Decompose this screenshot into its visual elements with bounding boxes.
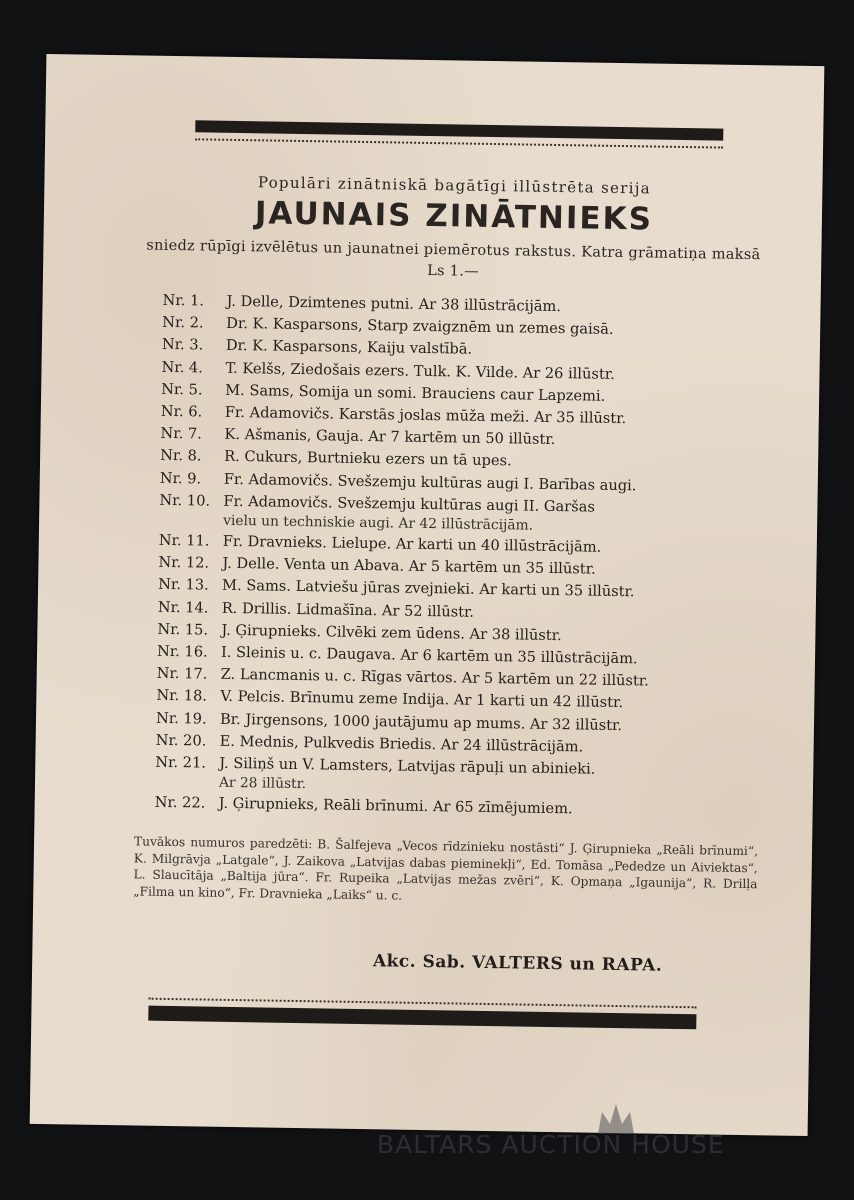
book-number: Nr. 17.	[156, 665, 208, 683]
upcoming-titles-note: Tuvākos numuros paredzēti: B. Šalfejeva „Vecos rīdzinieku nostāsti“ J. Ģirupnieka „Reāli brīnumi“, K. Milgrāvja „Latgale“, J. Zaikova „Latvijas dabas pieminekļi“, Ed. Tomāsa „Pededze un Aiviektas“, L. Slaucītāja „Baltija jūra“. Fr. Rupeika „Latvijas mežas zvēri“, K. Opmaņa „Igaunija“, R. Drilļa „Filma un kino“, Fr. Dravnieka „Laiks“ u. c.	[133, 834, 759, 903]
book-details: Ar 6 kartēm un 35 illūstrācijām.	[400, 646, 638, 668]
book-title: R. Cukurs, Burtnieku ezers un tā upes.	[224, 448, 512, 470]
book-details: Tulk. K. Vilde. Ar 26 illūstr.	[413, 362, 615, 383]
bottom-rule	[148, 1006, 696, 1030]
book-number: Nr. 5.	[161, 380, 203, 399]
book-details: Ar karti un 35 illūstr.	[479, 581, 635, 601]
book-details: Ar 1 karti un 42 illūstr.	[453, 691, 624, 712]
book-title: Fr. Adamovičs. Karstās joslas mūža meži.	[224, 403, 530, 426]
book-details: Ar 38 illūstrācijām.	[418, 295, 562, 316]
book-number: Nr. 16.	[156, 642, 208, 661]
book-number: Nr. 19.	[155, 709, 207, 728]
book-details: Garšas	[543, 497, 596, 516]
auction-house-watermark: BALTARS AUCTION HOUSE	[377, 1130, 725, 1159]
book-title: J. Ģirupnieks, Reāli brīnumi.	[218, 795, 429, 816]
book-number: Nr. 22.	[154, 794, 206, 812]
book-title: Br. Jirgensons, 1000 jautājumu ap mums.	[219, 710, 526, 733]
book-number: Nr. 21.	[155, 753, 207, 772]
book-details-continued: Ar 28 illūstr.	[218, 775, 307, 793]
book-number: Nr. 8.	[160, 447, 202, 465]
book-list	[155, 290, 803, 824]
book-number: Nr. 3.	[161, 336, 204, 354]
book-details: Ar 38 illūstr.	[469, 625, 562, 644]
book-title: M. Sams, Somija un somi. Brauciens caur Lapzemi.	[225, 381, 606, 405]
book-details: Ar 52 illūstr.	[381, 601, 475, 621]
book-details: Ar 24 illūstrācijām.	[440, 736, 584, 756]
book-title: Fr. Dravnieks. Lielupe.	[222, 532, 392, 553]
book-title: Z. Lancmanis u. c. Rīgas vārtos.	[220, 666, 458, 687]
book-number: Nr. 14.	[157, 598, 209, 617]
book-details: Ar 65 zīmējumiem.	[432, 798, 573, 818]
book-title: J. Delle, Dzimtenes putni.	[226, 292, 415, 313]
book-title: Dr. K. Kasparsons, Starp zvaigznēm un zemes gaisā.	[226, 315, 614, 339]
book-number: Nr. 20.	[155, 731, 207, 750]
book-details: Ar 7 kartēm un 50 illūstr.	[368, 428, 556, 449]
book-details: Ar 32 illūstr.	[529, 715, 623, 734]
book-title: V. Pelcis. Brīnumu zeme Indija.	[220, 688, 450, 709]
series-line: Populāri zinātniskā bagātīgi illūstrēta serija	[257, 173, 652, 198]
series-title: JAUNAIS ZINĀTNIEKS	[254, 195, 654, 238]
book-details: Ar 5 kartēm un 22 illūstr.	[461, 669, 649, 690]
publisher: Akc. Sab. VALTERS un RAPA.	[372, 951, 663, 976]
book-title: I. Sleinis u. c. Daugava.	[220, 643, 396, 664]
book-number: Nr. 9.	[159, 469, 202, 488]
book-title: J. Ģirupnieks. Cilvēki zem ūdens.	[221, 621, 466, 643]
book-title: Fr. Adamovičs. Svešzemju kultūras augi I.	[223, 470, 534, 493]
book-title: M. Sams. Latviešu jūras zvejnieki.	[221, 577, 475, 599]
book-number: Nr. 4.	[161, 358, 204, 377]
series-description: sniedz rūpīgi izvēlētus un jaunatnei piemērotus rakstus. Katra grāmatiņa maksā Ls 1.—	[146, 237, 761, 280]
book-number: Nr. 7.	[160, 425, 202, 443]
book-title: Dr. K. Kasparsons, Kaiju valstībā.	[225, 337, 473, 359]
book-details: Ar 5 kartēm un 35 illūstr.	[408, 557, 596, 578]
book-number: Nr. 12.	[158, 554, 210, 572]
book-details: Barības augi.	[538, 475, 637, 494]
book-title: J. Delle. Venta un Abava.	[222, 555, 405, 575]
top-dotted-rule	[195, 138, 723, 148]
book-number: Nr. 15.	[157, 620, 209, 639]
book-title: K. Ašmanis, Gauja.	[224, 426, 364, 446]
book-number: Nr. 1.	[162, 291, 205, 310]
book-number: Nr. 2.	[162, 314, 204, 332]
book-number: Nr. 18.	[156, 687, 208, 706]
book-title: Fr. Adamovičs. Svešzemju kultūras augi II.	[223, 492, 540, 515]
book-details: Ar 35 illūstr.	[533, 408, 627, 428]
book-number: Nr. 10.	[159, 491, 211, 510]
book-back-cover	[30, 54, 825, 1136]
book-title: E. Mednis, Pulkvedis Briedis.	[219, 732, 437, 754]
book-number: Nr. 11.	[158, 531, 210, 550]
book-number: Nr. 13.	[157, 576, 209, 595]
book-title: T. Kelšs, Ziedošais ezers.	[225, 359, 410, 380]
book-number: Nr. 6.	[160, 402, 203, 421]
book-details-continued: vielu un techniskie augi. Ar 42 illūstrācijām.	[223, 512, 534, 534]
book-title: J. Siliņš un V. Lamsters, Latvijas rāpuļi un abinieki.	[219, 754, 596, 778]
book-title: R. Drillis. Lidmašīna.	[221, 599, 378, 619]
top-rule	[195, 120, 723, 140]
book-details: Ar karti un 40 illūstrācijām.	[395, 535, 602, 556]
